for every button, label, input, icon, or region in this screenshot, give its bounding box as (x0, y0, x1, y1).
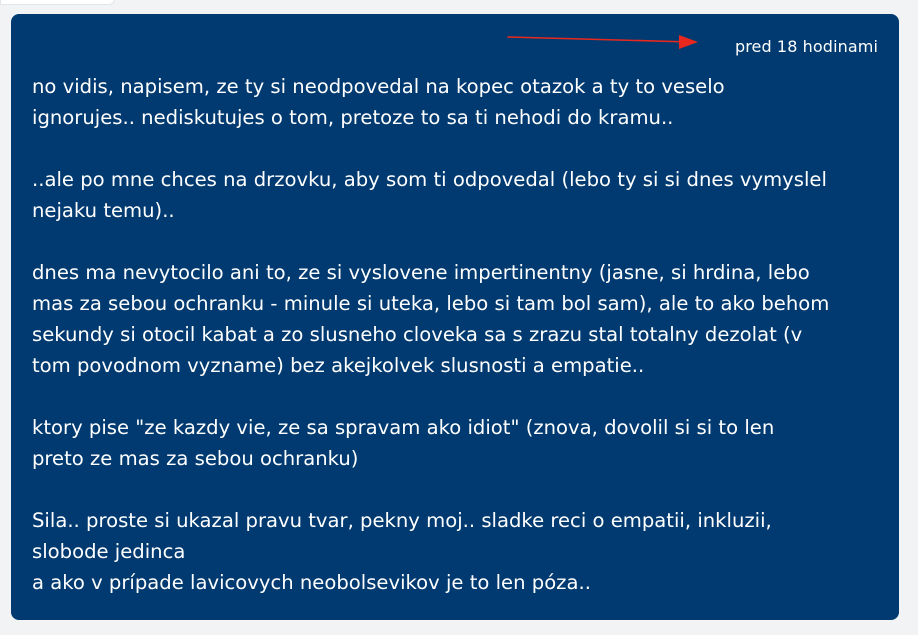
message-card (11, 14, 899, 620)
message-timestamp: pred 18 hodinami (734, 37, 878, 56)
message-blank-line (32, 381, 890, 412)
message-blank-line (32, 226, 890, 257)
message-line: tom povodnom vyzname) bez akejkolvek slusnosti a empatie.. (32, 354, 645, 377)
top-tab (0, 0, 115, 5)
message-line: slobode jedinca (32, 540, 186, 563)
message-line: no vidis, napisem, ze ty si neodpovedal na kopec otazok a ty to veselo (32, 75, 725, 98)
message-line: nejaku temu).. (32, 199, 175, 222)
message-line: ignorujes.. nediskutujes o tom, pretoze to sa ti nehodi do kramu.. (32, 106, 674, 129)
message-blank-line (32, 474, 890, 505)
message-line: preto ze mas za sebou ochranku) (32, 447, 359, 470)
message-blank-line (32, 133, 890, 164)
message-line: ..ale po mne chces na drzovku, aby som ti odpovedal (lebo ty si si dnes vymyslel (32, 168, 827, 191)
message-body (32, 71, 890, 598)
annotation-arrow-icon (508, 31, 713, 51)
message-line: a ako v prípade lavicovych neobolsevikov je to len póza.. (32, 571, 591, 594)
message-line: mas za sebou ochranku - minule si uteka, lebo si tam bol sam), ale to ako behom (32, 292, 830, 315)
message-line: dnes ma nevytocilo ani to, ze si vyslovene impertinentny (jasne, si hrdina, lebo (32, 261, 810, 284)
message-line: ktory pise "ze kazdy vie, ze sa spravam ako idiot" (znova, dovolil si si to len (32, 416, 775, 439)
message-line: sekundy si otocil kabat a zo slusneho cloveka sa s zrazu stal totalny dezolat (v (32, 323, 803, 346)
message-line: Sila.. proste si ukazal pravu tvar, pekny moj.. sladke reci o empatii, inkluzii, (32, 509, 772, 532)
